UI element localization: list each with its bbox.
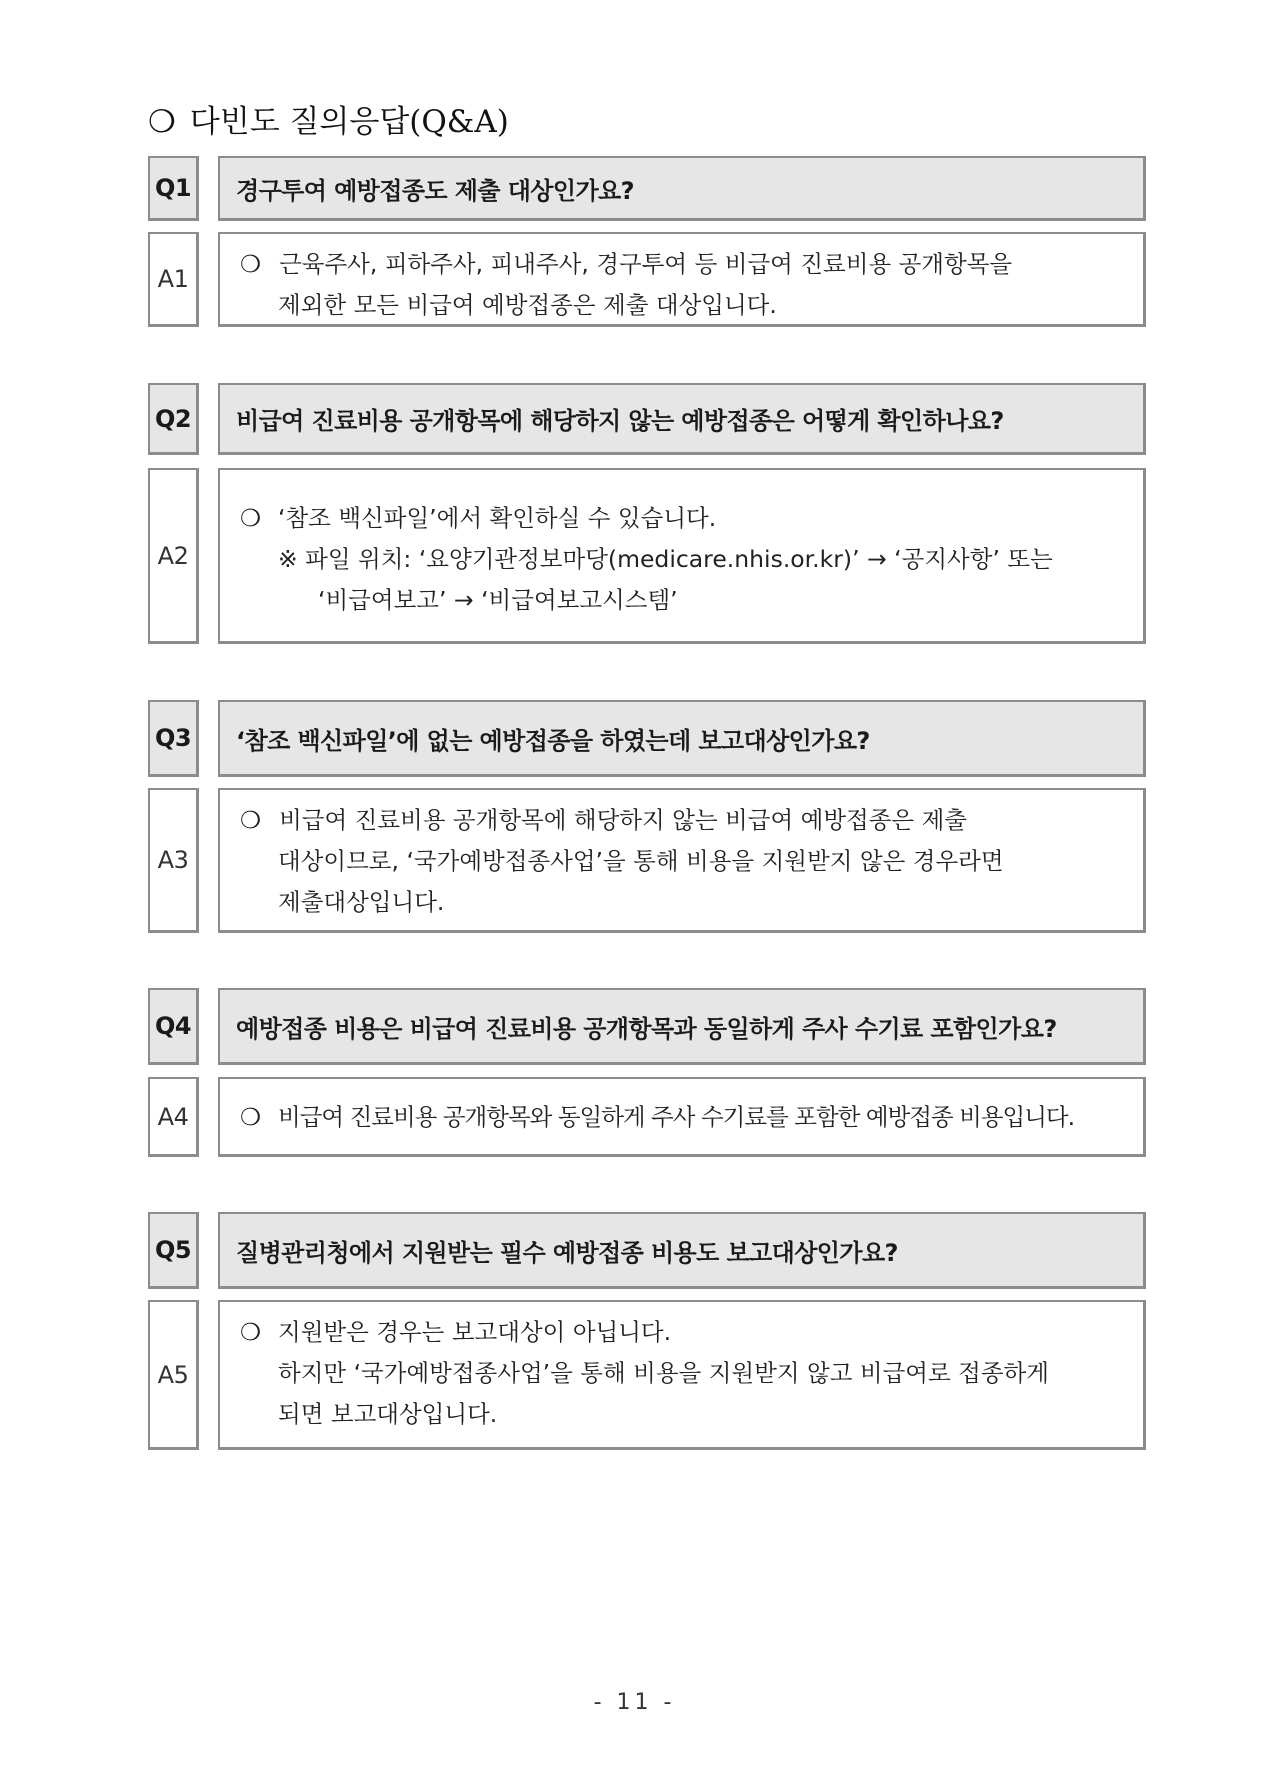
answer-line (240, 800, 1129, 841)
question-row-3 (148, 700, 1146, 777)
question-text: 비급여 진료비용 공개항목에 해당하지 않는 예방접종은 어떻게 확인하나요? (218, 383, 1146, 455)
answer-label: A3 (148, 788, 199, 933)
answer-row-3 (148, 788, 1146, 933)
circle-bullet-icon: ❍ (148, 104, 176, 140)
answer-text: 비급여 진료비용 공개항목와 동일하게 주사 수기료를 포함한 예방접종 비용입니다. (278, 1103, 1075, 1131)
answer-row-1 (148, 232, 1146, 327)
answer-text: 근육주사, 피하주사, 피내주사, 경구투여 등 비급여 진료비용 공개항목을 (279, 250, 1013, 278)
answer-row-5 (148, 1300, 1146, 1450)
circle-bullet-icon: ❍ (240, 250, 262, 278)
circle-bullet-icon: ❍ (240, 806, 262, 834)
answer-line: 되면 보고대상입니다. (278, 1400, 498, 1428)
answer-label: A2 (148, 468, 199, 644)
page-number: - 11 - (593, 1690, 676, 1715)
answer-note: ※ 파일 위치: ‘요양기관정보마당(medicare.nhis.or.kr)’ → ‘공지사항’ 또는 (278, 545, 1053, 573)
question-row-5 (148, 1212, 1146, 1289)
section-heading (148, 96, 509, 141)
answer-line (240, 1312, 1129, 1353)
question-label: Q1 (148, 156, 199, 221)
answer-content (218, 232, 1146, 327)
answer-row-4 (148, 1077, 1146, 1157)
section-title-text: 다빈도 질의응답(Q&A) (189, 104, 509, 140)
answer-label: A5 (148, 1300, 199, 1450)
circle-bullet-icon: ❍ (240, 504, 262, 532)
question-text: 경구투여 예방접종도 제출 대상인가요? (218, 156, 1146, 221)
question-text: 예방접종 비용은 비급여 진료비용 공개항목과 동일하게 주사 수기료 포함인가요? (218, 988, 1146, 1065)
answer-content (218, 468, 1146, 644)
answer-line: 제출대상입니다. (278, 888, 445, 916)
circle-bullet-icon: ❍ (240, 1103, 262, 1131)
question-label: Q3 (148, 700, 199, 777)
answer-label: A1 (148, 232, 199, 327)
answer-label: A4 (148, 1077, 199, 1157)
answer-note-continued: ‘비급여보고’ → ‘비급여보고시스템’ (318, 586, 678, 614)
answer-line (240, 498, 1129, 539)
question-label: Q2 (148, 383, 199, 455)
answer-text: 비급여 진료비용 공개항목에 해당하지 않는 비급여 예방접종은 제출 (279, 806, 967, 834)
answer-line: 대상이므로, ‘국가예방접종사업’을 통해 비용을 지원받지 않은 경우라면 (278, 847, 1004, 875)
question-label: Q4 (148, 988, 199, 1065)
answer-line: 제외한 모든 비급여 예방접종은 제출 대상입니다. (278, 291, 777, 319)
answer-line: 하지만 ‘국가예방접종사업’을 통해 비용을 지원받지 않고 비급여로 접종하게 (278, 1359, 1049, 1387)
question-row-1 (148, 156, 1146, 221)
question-text: ‘참조 백신파일’에 없는 예방접종을 하였는데 보고대상인가요? (218, 700, 1146, 777)
question-row-4 (148, 988, 1146, 1065)
answer-content (218, 1300, 1146, 1450)
answer-text: ‘참조 백신파일’에서 확인하실 수 있습니다. (278, 504, 717, 532)
question-label: Q5 (148, 1212, 199, 1289)
circle-bullet-icon: ❍ (240, 1318, 262, 1346)
answer-content (218, 1077, 1146, 1157)
answer-content (218, 788, 1146, 933)
question-text: 질병관리청에서 지원받는 필수 예방접종 비용도 보고대상인가요? (218, 1212, 1146, 1289)
answer-text: 지원받은 경우는 보고대상이 아닙니다. (278, 1318, 672, 1346)
answer-line (240, 1097, 1129, 1138)
answer-line (240, 244, 1129, 285)
answer-row-2 (148, 468, 1146, 644)
question-row-2 (148, 383, 1146, 455)
